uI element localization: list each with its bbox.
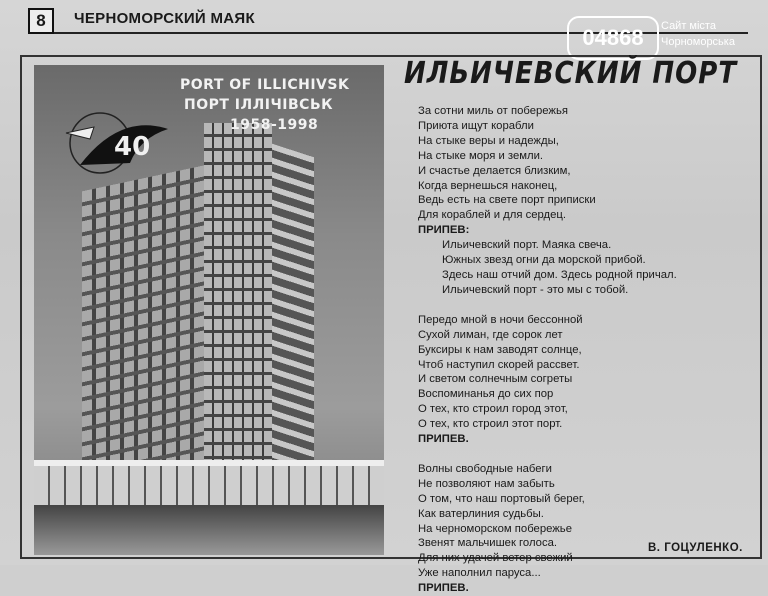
article-author: В. ГОЦУЛЕНКО. bbox=[648, 542, 743, 554]
poem-line: Когда вернешься наконец, bbox=[418, 179, 558, 192]
poem-line: И светом солнечным согреты bbox=[418, 373, 573, 386]
poem-line: Волны свободные набеги bbox=[418, 462, 552, 475]
building-ground bbox=[34, 505, 384, 555]
poem-line: Буксиры к нам заводят солнце, bbox=[418, 343, 582, 356]
watermark-badge: 04868 bbox=[567, 16, 659, 60]
logo-number: 40 bbox=[114, 132, 151, 162]
poem-line: Для них удачей ветер свежий bbox=[418, 552, 573, 565]
anniversary-logo-icon bbox=[60, 93, 170, 183]
chorus-label: ПРИПЕВ: bbox=[418, 224, 470, 237]
poem-line: На стыке веры и надежды, bbox=[418, 134, 559, 147]
poem-line: Ведь есть на свете порт приписки bbox=[418, 194, 596, 207]
photo-caption-en: PORT OF ILLICHIVSK bbox=[180, 77, 350, 93]
building-tower bbox=[204, 123, 272, 483]
newspaper-name: ЧЕРНОМОРСКИЙ МАЯК bbox=[74, 10, 255, 27]
photo-years: 1958-1998 bbox=[230, 117, 319, 133]
photo-caption-ua: ПОРТ ІЛЛІЧІВСЬК bbox=[184, 97, 334, 113]
poem-line: О том, что наш портовый берег, bbox=[418, 492, 585, 505]
poem-line: Передо мной в ночи бессонной bbox=[418, 313, 583, 326]
poem-line: Чтоб наступил скорей рассвет. bbox=[418, 358, 580, 371]
poem-line: О тех, кто строил город этот, bbox=[418, 403, 568, 416]
chorus-line: Ильичевский порт - это мы с тобой. bbox=[442, 283, 629, 296]
article-headline: ИЛЬИЧЕВСКИЙ ПОРТ bbox=[404, 56, 738, 92]
poem-line: Воспоминанья до сих пор bbox=[418, 388, 554, 401]
site-watermark bbox=[567, 16, 763, 60]
poem-line: О тех, кто строил этот порт. bbox=[418, 418, 563, 431]
chorus-line: Ильичевский порт. Маяка свеча. bbox=[442, 239, 612, 252]
article-frame bbox=[20, 55, 762, 595]
poem-line: Не позволяют нам забыть bbox=[418, 477, 555, 490]
watermark-line-1: Сайт міста bbox=[661, 20, 716, 32]
poem-line: Уже наполнил паруса... bbox=[418, 567, 541, 580]
chorus-reference: ПРИПЕВ. bbox=[418, 582, 469, 595]
chorus-line: Южных звезд огни да морской прибой. bbox=[442, 254, 646, 267]
poem-line: Как ватерлиния судьбы. bbox=[418, 507, 544, 520]
poem-line: На черноморском побережье bbox=[418, 522, 572, 535]
page-number: 8 bbox=[28, 8, 54, 34]
building-right-wing bbox=[270, 143, 314, 497]
watermark-line-2: Чорноморська bbox=[661, 36, 735, 48]
poem-line: На стыке моря и земли. bbox=[418, 149, 544, 162]
chorus-line: Здесь наш отчий дом. Здесь родной причал. bbox=[442, 268, 677, 281]
poem-line: Звенят мальчишек голоса. bbox=[418, 537, 558, 550]
poem-line: Сухой лиман, где сорок лет bbox=[418, 328, 563, 341]
poem-line: Приюта ищут корабли bbox=[418, 119, 534, 132]
poem-line: Для кораблей и для сердец. bbox=[418, 209, 567, 222]
building-left-wing bbox=[82, 165, 206, 509]
poem-line: И счастье делается близким, bbox=[418, 164, 571, 177]
poem-text bbox=[418, 104, 758, 596]
chorus-reference: ПРИПЕВ. bbox=[418, 433, 469, 446]
port-building-photo bbox=[34, 65, 384, 555]
poem-line: За сотни миль от побережья bbox=[418, 105, 568, 117]
